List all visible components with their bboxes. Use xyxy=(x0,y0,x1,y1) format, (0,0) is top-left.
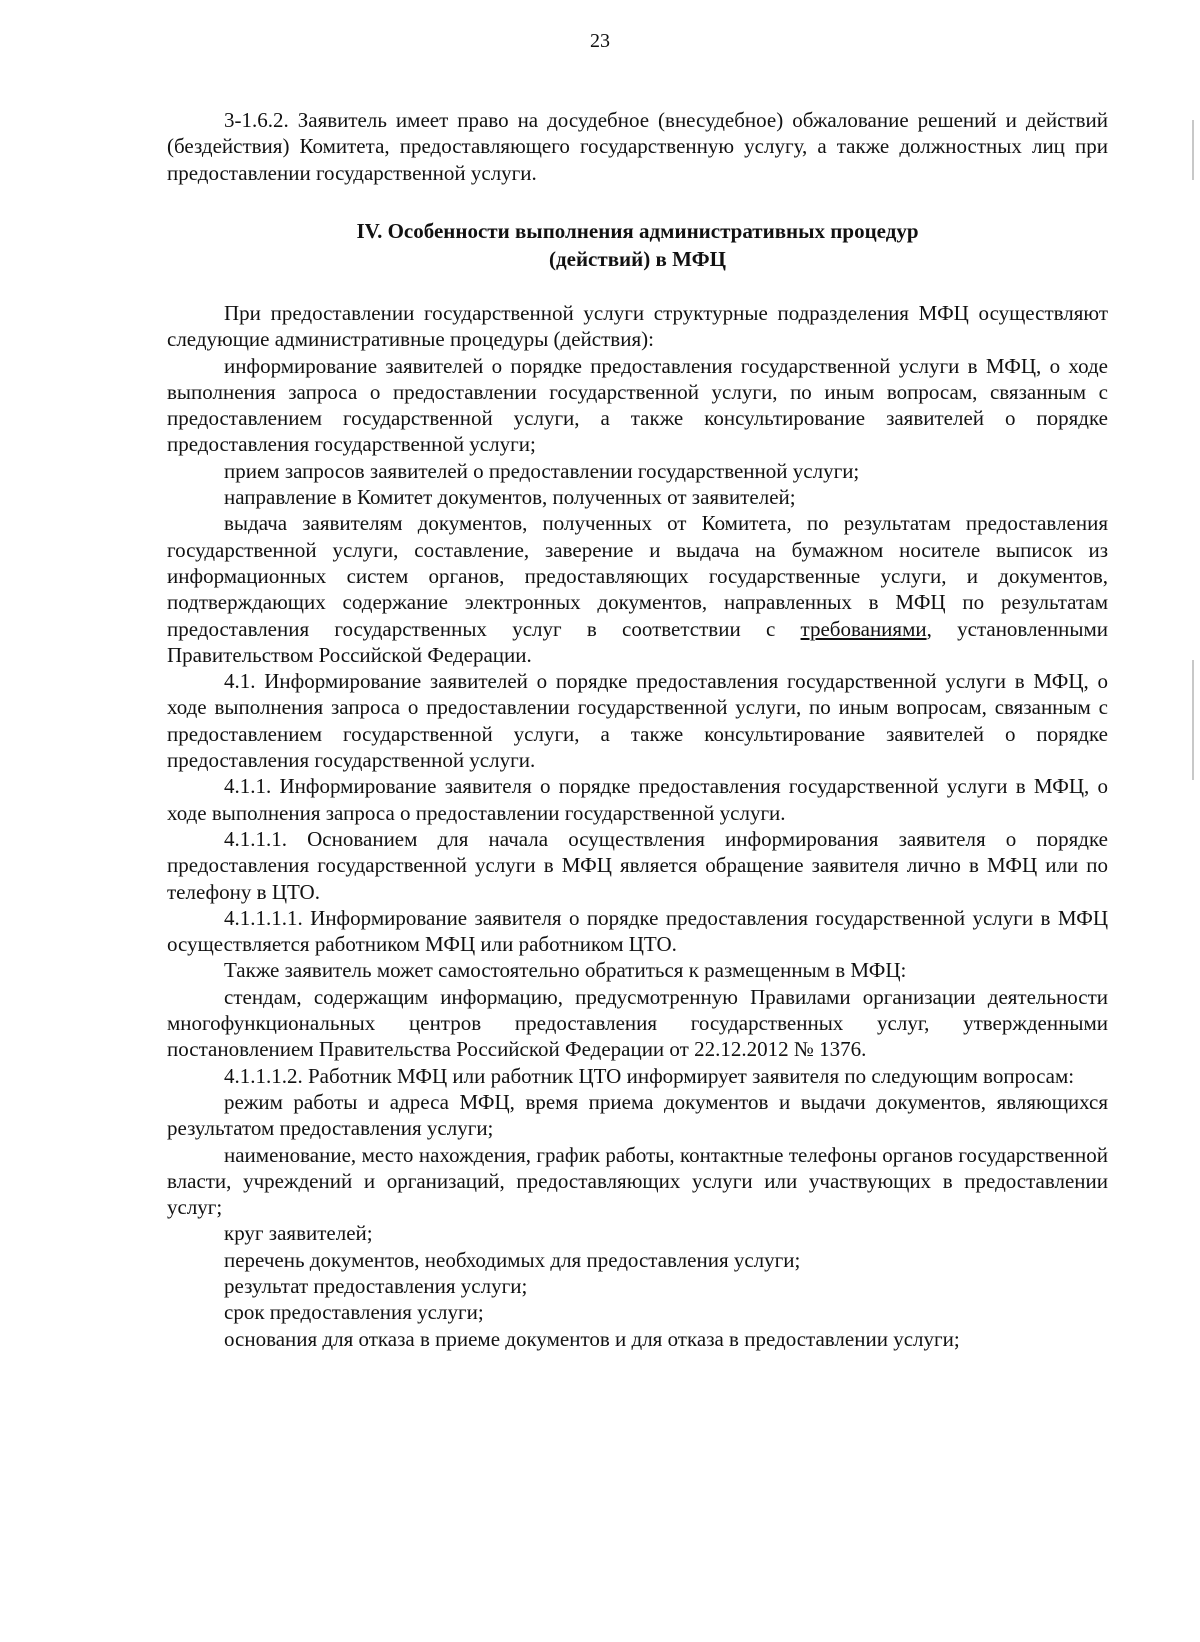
page-number: 23 xyxy=(590,30,610,52)
scan-edge-mark xyxy=(1192,120,1194,180)
paragraph: стендам, содержащим информацию, предусмотренную Правилами организации деятельности многофункциональных центров предоставления государственных услуг, утвержденными постановлением Правительства Российской Федерации от 22.12.2012 № 1376. xyxy=(167,984,1108,1062)
paragraph: основания для отказа в приеме документов и для отказа в предоставлении услуги; xyxy=(224,1326,960,1351)
heading-line-1: IV. Особенности выполнения административных процедур xyxy=(356,219,919,243)
paragraph: прием запросов заявителей о предоставлении государственной услуги; xyxy=(224,458,860,483)
scan-edge-mark xyxy=(1192,660,1194,780)
paragraph-text: выдача заявителям документов, полученных от Комитета, по результатам предоставления государственной услуги, составление, заверение и выдача на бумажном носителе выписок из информационных систем органов, предоставляющих государственные услуги, и документов, подтверждающих содержание электронных документов, направленных в МФЦ по результатам предоставления государственных услуг в соответствии с xyxy=(167,511,1108,641)
paragraph-with-link xyxy=(167,510,1108,668)
paragraph: информирование заявителей о порядке предоставления государственной услуги в МФЦ, о ходе выполнения запроса о предоставлении государственной услуги, по иным вопросам, связанным с предоставлением государственной услуги, а также консультирование заявителей о порядке предоставления государственной услуги; xyxy=(167,353,1108,457)
paragraph: 3-1.6.2. Заявитель имеет право на досудебное (внесудебное) обжалование решений и действий (бездействия) Комитета, предоставляющего государственную услугу, а также должностных лиц при предоставлении государственной услуги. xyxy=(167,108,1108,185)
paragraph: результат предоставления услуги; xyxy=(224,1273,528,1298)
paragraph: срок предоставления услуги; xyxy=(224,1300,484,1325)
intro-section xyxy=(167,107,1108,186)
requirements-link[interactable]: требованиями xyxy=(800,616,927,641)
paragraph: При предоставлении государственной услуги структурные подразделения МФЦ осуществляют следующие административные процедуры (действия): xyxy=(167,301,1108,352)
section-heading xyxy=(167,217,1108,273)
paragraph: 4.1.1.1.1. Информирование заявителя о порядке предоставления государственной услуги в МФЦ осуществляется работником МФЦ или работником ЦТО. xyxy=(167,905,1108,957)
paragraph: перечень документов, необходимых для предоставления услуги; xyxy=(224,1247,801,1272)
paragraph: 4.1.1. Информирование заявителя о порядке предоставления государственной услуги в МФЦ, о ходе выполнения запроса о предоставлении государственной услуги. xyxy=(167,774,1108,825)
paragraph: 4.1.1.1. Основанием для начала осуществления информирования заявителя о порядке предоставления государственной услуги в МФЦ является обращение заявителя лично в МФЦ или по телефону в ЦТО. xyxy=(167,826,1108,904)
paragraph-tail: , установленными Правительством Российской Федерации. xyxy=(167,616,1108,667)
paragraph: направление в Комитет документов, полученных от заявителей; xyxy=(224,485,796,510)
paragraph: Также заявитель может самостоятельно обратиться к размещенным в МФЦ: xyxy=(224,958,907,983)
paragraph: 4.1.1.1.2. Работник МФЦ или работник ЦТО информирует заявителя по следующим вопросам: xyxy=(224,1063,1075,1088)
paragraph: режим работы и адреса МФЦ, время приема документов и выдачи документов, являющихся результатом предоставления услуги; xyxy=(167,1089,1108,1141)
paragraph: 4.1. Информирование заявителей о порядке предоставления государственной услуги в МФЦ, о ходе выполнения запроса о предоставлении государственной услуги, по иным вопросам, связанным с предоставлением государственной услуги, а также консультирование заявителей о порядке предоставления государственной услуги. xyxy=(167,669,1108,773)
paragraph: наименование, место нахождения, график работы, контактные телефоны органов государственной власти, учреждений и организаций, предоставляющих услуги или участвующих в предоставлении услуг; xyxy=(167,1142,1108,1220)
main-body xyxy=(167,300,1108,1352)
paragraph: круг заявителей; xyxy=(224,1221,373,1246)
heading-line-2: (действий) в МФЦ xyxy=(549,247,726,271)
